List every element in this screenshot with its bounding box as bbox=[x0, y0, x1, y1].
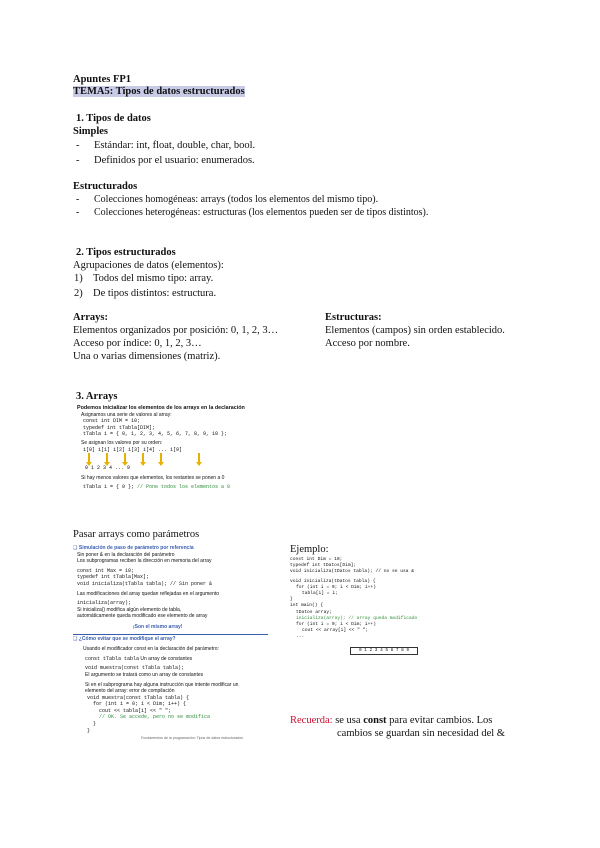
subtitle-highlight: TEMA5: Tipos de datos estructurados bbox=[73, 86, 245, 97]
example-code: const int Dim = 10; typedef int tDatos[Dim]; void inicializa(tDatos tabla); // no se usa & void inicializa(tDatos tabla) { for (int i = 0; i < Dim; i++) tabla[i] = i; } int main() { tDatos array; inicializa(array); // array queda modificado for (int i = 0; i < Dim; i++) cout << array[i] << " "; ... 0 1 2 3 4 5 6 7 8 9 bbox=[290, 557, 440, 657]
arrow-icon bbox=[86, 453, 92, 466]
section2-list bbox=[74, 272, 216, 300]
list-item: - Definidos por el usuario: enumerados. bbox=[76, 155, 255, 166]
section2-heading: 2. Tipos estructurados bbox=[76, 247, 176, 258]
array-params-slide: ❑ Simulación de paso de parámetro por referencia Sin poner & en la declaración del parámetro Los subprogramas reciben la dirección en memoria del array const int Max = 10; typedef int tTabla[Max]; void inicializa(tTabla tabla); // Sin poner & Las modificaciones del array quedan reflejadas en el argumento inicializa(array); Si inicializa() modifica algún elemento de tabla, automáticamente queda modificado ese elemento de array ¡Son el mismo array! ❑ ¿Cómo evitar que se modifique el array? Usando el modificador const en la declaración del parámetro: const tTabla tabla Un array de constantes void muestra(const tTabla tabla); El argumento se tratará como un array de constantes Si en el subprograma hay alguna instrucción que intente modificar un elemento del array: error de compilación void muestra(const tTabla tabla) { for (int i = 0; i < Dim; i++) { cout << tabla[i] << " "; // OK. Se accede, pero no se modifica } } Fundamentos de la programación: Tipos de datos estructurados bbox=[73, 545, 268, 763]
reminder-label: Recuerda: bbox=[290, 715, 333, 726]
arrays-column: Arrays: Elementos organizados por posición: 0, 1, 2, 3… Acceso por índice: 0, 1, 2, 3… Una o varias dimensiones (matriz). bbox=[73, 312, 279, 362]
arrow-icon bbox=[158, 453, 164, 466]
simples-label: Simples bbox=[73, 126, 109, 137]
simples-list bbox=[76, 139, 255, 167]
reminder-line2: cambios se guardan sin necesidad del & bbox=[337, 728, 505, 739]
divider bbox=[73, 634, 268, 635]
arrow-icon bbox=[104, 453, 110, 466]
example-title: Ejemplo: bbox=[290, 544, 329, 555]
checkbox-icon: ❑ bbox=[73, 545, 79, 551]
const-keyword: const bbox=[363, 715, 387, 726]
estructurados-label: Estructurados bbox=[73, 181, 138, 192]
estructurados-list bbox=[76, 193, 428, 219]
estructuras-column: Estructuras: Elementos (campos) sin orden establecido. Acceso por nombre. bbox=[325, 312, 505, 349]
section3-heading: 3. Arrays bbox=[76, 391, 118, 402]
q-title: ❑ ¿Cómo evitar que se modifique el array? bbox=[73, 635, 176, 642]
list-item: - Colecciones homogéneas: arrays (todos los elementos del mismo tipo). bbox=[76, 194, 379, 205]
list-item: 2) De tipos distintos: estructura. bbox=[74, 288, 217, 299]
arrow-icon bbox=[196, 453, 202, 466]
arrow-icon bbox=[122, 453, 128, 466]
list-item: 1) Todos del mismo tipo: array. bbox=[74, 273, 214, 284]
reminder: Recuerda: se usa const para evitar cambios. Los bbox=[290, 715, 493, 726]
checkbox-icon: ❑ bbox=[73, 635, 79, 642]
list-item: - Estándar: int, float, double, char, bool. bbox=[76, 140, 256, 151]
params-title: Pasar arrays como parámetros bbox=[73, 529, 200, 540]
array-init-slide: Podemos inicializar los elementos de los arrays en la declaración Asignamos una serie de valores al array: const int DIM = 10; typedef int tTabla[DIM]; tTabla i = { 0, 1, 2, 3, 4, 5, 6, 7, 8, 9, 10 }; Se asignan los valores por su orden: i[0] i[1] i[2] i[3] i[4] ... i[9] 0 1 2 3 4 ... 9 Si hay menos valores que elementos, los restantes se ponen a 0 tTabla i = { 0 }; // Pone todos los elementos a 0 bbox=[77, 405, 267, 515]
arrow-icon bbox=[140, 453, 146, 466]
section1-heading: 1. Tipos de datos bbox=[76, 113, 151, 124]
arrows-row bbox=[83, 453, 267, 465]
ref-title: ❑ Simulación de paso de parámetro por referencia bbox=[73, 545, 194, 551]
section2-intro: Agrupaciones de datos (elementos): bbox=[73, 260, 224, 271]
doc-subtitle bbox=[73, 85, 245, 98]
doc-title: Apuntes FP1 bbox=[73, 74, 132, 85]
console-output: 0 1 2 3 4 5 6 7 8 9 bbox=[350, 647, 418, 655]
estructuras-title: Estructuras: bbox=[325, 312, 382, 323]
list-item: - Colecciones heterogéneas: estructuras (los elementos pueden ser de tipos distintos). bbox=[76, 207, 429, 218]
arrays-title: Arrays: bbox=[73, 312, 108, 323]
